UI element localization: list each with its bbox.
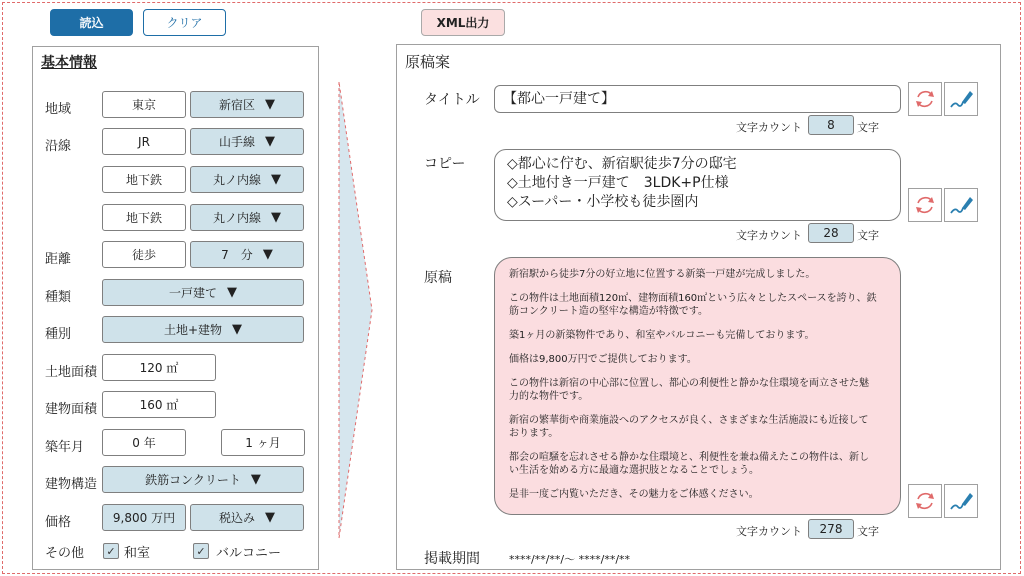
xml-export-button[interactable]: XML出力 — [421, 9, 505, 36]
body-paragraph: この物件は新宿の中心部に位置し、都心の利便性と静かな住環境を両立させた魅 力的な物件です。 — [509, 378, 869, 402]
copy-field[interactable] — [494, 149, 901, 221]
copy-count-unit: 文字 — [857, 229, 879, 242]
body-count-value: 278 — [808, 519, 854, 539]
area-pref-field[interactable]: 東京 — [102, 91, 186, 118]
category-label: 種別 — [45, 327, 72, 342]
built-year-field[interactable]: 0 年 — [102, 429, 186, 456]
regenerate-body-button[interactable] — [908, 484, 942, 518]
body-paragraph: 新宿駅から徒歩7分の好立地に位置する新築一戸建が完成しました。 — [509, 269, 816, 280]
chevron-down-icon: ▼ — [265, 134, 275, 149]
copy-count-label: 文字カウント — [736, 229, 802, 242]
refresh-icon — [913, 489, 937, 513]
washitsu-checkbox[interactable]: ✓ — [103, 543, 119, 559]
distance-minutes-select[interactable] — [190, 241, 304, 268]
price-label: 価格 — [45, 515, 72, 530]
built-label: 築年月 — [45, 440, 85, 455]
body-count-label: 文字カウント — [736, 525, 802, 538]
kind-select[interactable] — [102, 279, 304, 306]
category-select[interactable] — [102, 316, 304, 343]
structure-label: 建物構造 — [45, 477, 98, 492]
body-paragraph: 価格は9,800万円でご提供しております。 — [509, 354, 697, 365]
building-area-label: 建物面積 — [45, 402, 98, 417]
chevron-down-icon: ▼ — [262, 247, 273, 262]
load-button[interactable]: 読込 — [50, 9, 133, 36]
copy-line: ◇都心に佇む、新宿駅徒歩7分の邸宅 — [507, 156, 737, 172]
line-value: 山手線 — [218, 135, 255, 149]
line-select[interactable] — [190, 204, 304, 231]
washitsu-label: 和室 — [124, 546, 151, 561]
balcony-label: バルコニー — [216, 546, 282, 561]
structure-value: 鉄筋コンクリート — [145, 473, 241, 487]
structure-select[interactable] — [102, 466, 304, 493]
distance-mode-field[interactable]: 徒歩 — [102, 241, 186, 268]
body-field[interactable] — [494, 257, 901, 515]
line-company-field[interactable]: 地下鉄 — [102, 166, 186, 193]
building-area-field[interactable]: 160 ㎡ — [102, 391, 216, 418]
basic-info-title: 基本情報 — [41, 55, 97, 71]
body-paragraph: 新宿の繁華街や商業施設へのアクセスが良く、さまざまな生活施設にも近接して おります。 — [509, 415, 869, 439]
line-label: 沿線 — [45, 139, 72, 154]
title-label: タイトル — [424, 92, 480, 108]
area-ward-value: 新宿区 — [218, 98, 255, 112]
chevron-down-icon: ▼ — [250, 472, 261, 487]
basic-info-panel — [32, 46, 319, 570]
built-month-field[interactable]: 1 ヶ月 — [221, 429, 305, 456]
copy-label: コピー — [424, 156, 466, 172]
line-select[interactable] — [190, 166, 304, 193]
draft-title: 原稿案 — [405, 53, 451, 71]
clear-button[interactable]: クリア — [143, 9, 226, 36]
refresh-icon — [913, 193, 937, 217]
draft-panel — [396, 44, 1001, 570]
title-field[interactable]: 【都心一戸建て】 — [494, 85, 901, 113]
pen-icon — [948, 489, 974, 513]
category-value: 土地+建物 — [163, 323, 223, 337]
body-paragraph: 都会の喧騒を忘れさせる静かな住環境と、利便性を兼ね備えたこの物件は、新し い生活を始める方に最適な選択肢となることでしょう。 — [509, 452, 869, 476]
chevron-down-icon: ▼ — [265, 97, 275, 112]
body-paragraph: 築1ヶ月の新築物件であり、和室やバルコニーも完備しております。 — [509, 330, 815, 341]
area-label: 地域 — [45, 102, 72, 117]
line-company-field[interactable]: 地下鉄 — [102, 204, 186, 231]
chevron-down-icon: ▼ — [227, 285, 237, 300]
period-value: ****/**/**/〜 ****/**/** — [509, 553, 631, 566]
other-label: その他 — [45, 546, 85, 561]
kind-label: 種類 — [45, 290, 72, 305]
chevron-down-icon: ▼ — [271, 210, 281, 225]
tax-select[interactable] — [190, 504, 304, 531]
balcony-checkbox[interactable]: ✓ — [193, 543, 209, 559]
edit-body-button[interactable] — [944, 484, 978, 518]
line-company-field[interactable]: JR — [102, 128, 186, 155]
pen-icon — [948, 193, 974, 217]
tax-value: 税込み — [218, 511, 255, 525]
body-paragraph: 是非一度ご内覧いただき、その魅力をご体感ください。 — [509, 489, 759, 500]
regenerate-copy-button[interactable] — [908, 188, 942, 222]
land-area-field[interactable]: 120 ㎡ — [102, 354, 216, 381]
edit-copy-button[interactable] — [944, 188, 978, 222]
chevron-down-icon: ▼ — [265, 510, 275, 525]
line-select[interactable] — [190, 128, 304, 155]
copy-count-value: 28 — [808, 223, 854, 243]
body-paragraph: この物件は土地面積120㎡、建物面積160㎡という広々としたスペースを誇り、鉄 筋コンクリート造の堅牢な構造が特徴です。 — [509, 293, 877, 317]
line-value: 丸ノ内線 — [212, 211, 261, 225]
distance-label: 距離 — [45, 252, 72, 267]
edit-title-button[interactable] — [944, 82, 978, 116]
kind-value: 一戸建て — [168, 286, 217, 300]
title-count-value: 8 — [808, 115, 854, 135]
chevron-down-icon: ▼ — [271, 172, 281, 187]
title-count-unit: 文字 — [857, 121, 879, 134]
distance-minutes-value: 7 分 — [221, 248, 253, 262]
title-count-label: 文字カウント — [736, 121, 802, 134]
price-field[interactable]: 9,800 万円 — [102, 504, 186, 531]
period-label: 掲載期間 — [424, 551, 480, 567]
flow-arrow-icon — [338, 80, 378, 540]
line-value: 丸ノ内線 — [212, 173, 261, 187]
chevron-down-icon: ▼ — [232, 322, 243, 337]
body-count-unit: 文字 — [857, 525, 879, 538]
copy-line: ◇土地付き一戸建て 3LDK+P仕様 — [507, 175, 729, 191]
area-ward-select[interactable] — [190, 91, 304, 118]
pen-icon — [948, 87, 974, 111]
copy-line: ◇スーパー・小学校も徒歩圏内 — [507, 194, 699, 210]
regenerate-title-button[interactable] — [908, 82, 942, 116]
land-area-label: 土地面積 — [45, 365, 98, 380]
body-label: 原稿 — [424, 270, 452, 286]
refresh-icon — [913, 87, 937, 111]
